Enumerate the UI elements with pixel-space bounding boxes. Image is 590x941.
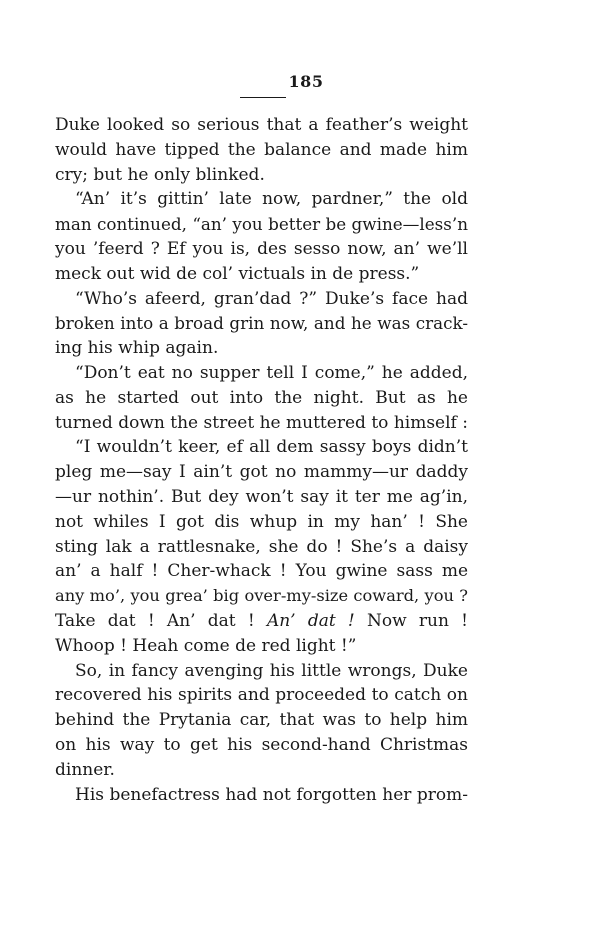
text-line: Duke looked so serious that a feather’s weight <box>55 115 468 135</box>
text-line: dinner. <box>55 759 115 780</box>
text-line: Whoop ! Heah come de red light !” <box>55 635 357 656</box>
text-line: would have tipped the balance and made him <box>55 139 468 160</box>
text-line: broken into a broad grin now, and he was crack- <box>55 313 468 334</box>
text-line: His benefactress had not forgotten her prom- <box>75 784 468 805</box>
line-segment: Take dat ! An’ dat ! <box>55 610 267 631</box>
text-line: —ur nothin’. But dey won’t say it ter me ag’in, <box>55 486 468 507</box>
text-line: you ’feerd ? Ef you is, des sesso now, an’ we’ll <box>55 238 468 259</box>
text-line-with-italic <box>55 609 468 634</box>
page-number-rule <box>240 97 286 98</box>
text-line: meck out wid de col’ victuals in de press.” <box>55 263 420 284</box>
body-text <box>55 113 468 807</box>
text-line: behind the Prytania car, that was to help him <box>55 710 468 731</box>
text-line: “Who’s afeerd, gran’dad ?” Duke’s face had <box>75 288 468 309</box>
text-line: not whiles I got dis whup in my han’ ! She <box>55 511 468 532</box>
text-line: “Don’t eat no supper tell I come,” he added, <box>75 362 468 383</box>
italic-emphasis: An’ dat ! <box>266 610 355 631</box>
text-line: “I wouldn’t keer, ef all dem sassy boys didn’t <box>75 437 468 458</box>
text-line: cry; but he only blinked. <box>55 164 265 185</box>
text-line: sting lak a rattlesnake, she do ! She’s a daisy <box>55 536 468 557</box>
text-line: So, in fancy avenging his little wrongs, Duke <box>75 660 468 681</box>
text-line: “An’ it’s gittin’ late now, pardner,” the old <box>75 189 468 210</box>
text-line: on his way to get his second-hand Christmas <box>55 734 468 755</box>
page-number: 185 <box>288 72 324 91</box>
text-line: recovered his spirits and proceeded to catch on <box>55 685 468 706</box>
text-line: any mo’, you grea’ big over-my-size coward, you ? <box>55 586 468 606</box>
text-line: man continued, “an’ you better be gwine—less’n <box>55 214 468 235</box>
text-line: turned down the street he muttered to himself : <box>55 412 468 433</box>
line-segment: Now run ! <box>354 610 468 631</box>
text-line: pleg me—say I ain’t got no mammy—ur daddy <box>55 462 468 483</box>
text-line: as he started out into the night. But as he <box>55 387 468 408</box>
text-line: ing his whip again. <box>55 338 219 359</box>
text-line: an’ a half ! Cher-whack ! You gwine sass me <box>55 561 468 582</box>
